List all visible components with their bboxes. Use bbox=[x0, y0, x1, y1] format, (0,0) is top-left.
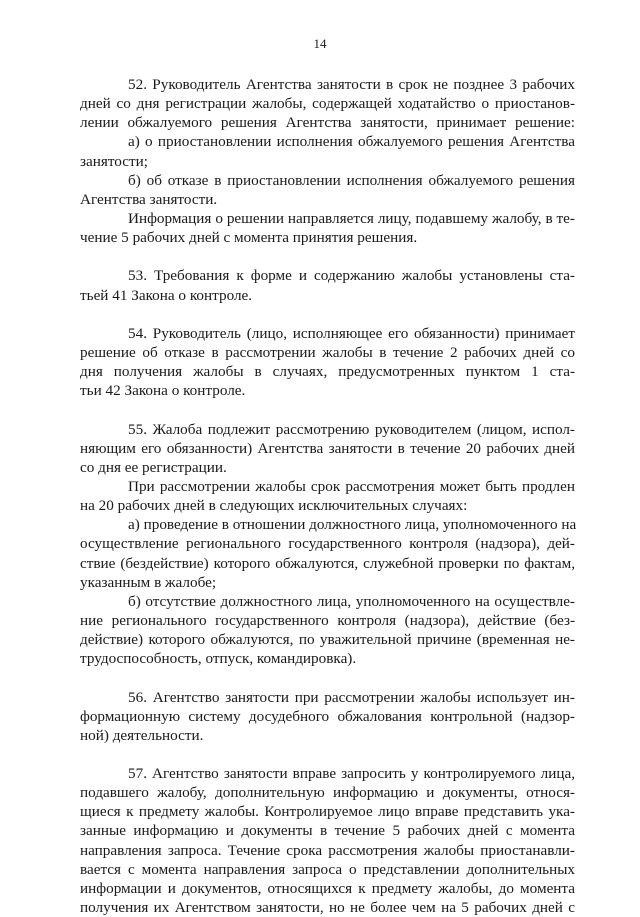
text-line: ной) деятельности. bbox=[80, 726, 204, 744]
text-line: решение об отказе в рассмотрении жалобы в течение 2 рабочих дней со bbox=[80, 343, 575, 361]
paragraph-gap bbox=[80, 400, 575, 419]
text-line: направления запроса. Течение срока рассмотрения жалобы приостанавли- bbox=[80, 841, 575, 859]
text-line: Информация о решении направляется лицу, подавшему жалобу, в те- bbox=[128, 209, 575, 227]
page-number: 14 bbox=[313, 36, 327, 51]
text-line: ние регионального государственного контроля (надзора), действие (без- bbox=[80, 611, 575, 629]
text-line: При рассмотрении жалобы срок рассмотрения может быть продлен bbox=[128, 477, 575, 495]
text-line: получения их Агентством занятости, но не более чем на 5 рабочих дней с bbox=[80, 899, 575, 917]
text-line: а) о приостановлении исполнения обжалуемого решения Агентства bbox=[128, 133, 575, 151]
text-line: трудоспособность, отпуск, командировка). bbox=[80, 650, 357, 668]
text-line: ствие (бездействие) которого обжалуются, служебной проверки по фактам, bbox=[80, 554, 575, 572]
text-line: а) проведение в отношении должностного лица, уполномоченного на bbox=[128, 516, 577, 534]
text-line: осуществление регионального государственного контроля (надзора), дей- bbox=[80, 535, 575, 553]
text-line: тьи 42 Закона о контроле. bbox=[80, 382, 246, 400]
text-line: 56. Агентство занятости при рассмотрении жалобы использует ин- bbox=[128, 688, 575, 706]
paragraph-57 bbox=[80, 764, 575, 917]
text-line: 52. Руководитель Агентства занятости в срок не позднее 3 рабочих bbox=[128, 76, 575, 93]
paragraph-gap bbox=[80, 668, 575, 687]
text-line: 53. Требования к форме и содержанию жалобы установлены ста- bbox=[128, 267, 575, 285]
text-line: няющим его обязанности) Агентства занятости в течение 20 рабочих дней bbox=[80, 439, 575, 457]
paragraph-gap bbox=[80, 247, 575, 266]
text-line: занные информацию и документы в течение 5 рабочих дней с момента bbox=[80, 822, 575, 840]
text-line: указанным в жалобе; bbox=[80, 573, 217, 591]
text-line: дней со дня регистрации жалобы, содержащей ходатайство о приостанов- bbox=[80, 95, 575, 113]
text-line: чение 5 рабочих дней с момента принятия решения. bbox=[80, 229, 418, 247]
text-line: щиеся к предмету жалобы. Контролируемое лицо вправе представить ука- bbox=[80, 803, 575, 821]
text-line: 54. Руководитель (лицо, исполняющее его обязанности) принимает bbox=[128, 324, 575, 342]
text-line: формационную систему досудебного обжалования контрольной (надзор- bbox=[80, 707, 575, 725]
text-line: лении обжалуемого решения Агентства занятости, принимает решение: bbox=[80, 114, 575, 132]
text-line: занятости; bbox=[80, 152, 148, 170]
paragraph-52 bbox=[80, 75, 575, 247]
text-line: дня получения жалобы в случаях, предусмотренных пунктом 1 ста- bbox=[80, 363, 575, 381]
text-line: Агентства занятости. bbox=[80, 190, 218, 208]
paragraph-55 bbox=[80, 420, 575, 669]
text-line: б) об отказе в приостановлении исполнения обжалуемого решения bbox=[128, 171, 575, 189]
text-line: действие) которого обжалуются, по уважительной причине (временная не- bbox=[80, 631, 575, 649]
text-line: вается с момента направления запроса о представлении дополнительных bbox=[80, 860, 575, 878]
document-body bbox=[80, 75, 575, 917]
text-line: на 20 рабочих дней в следующих исключительных случаях: bbox=[80, 497, 468, 515]
text-line: со дня ее регистрации. bbox=[80, 458, 227, 476]
text-line: тьей 41 Закона о контроле. bbox=[80, 286, 253, 304]
text-line: информации и документов, относящихся к предмету жалобы, до момента bbox=[80, 879, 575, 897]
paragraph-56 bbox=[80, 688, 575, 745]
paragraph-54 bbox=[80, 324, 575, 401]
text-line: 57. Агентство занятости вправе запросить у контролируемого лица, bbox=[128, 765, 575, 783]
text-line: 55. Жалоба подлежит рассмотрению руководителем (лицом, испол- bbox=[128, 420, 575, 438]
paragraph-53 bbox=[80, 266, 575, 304]
text-line: б) отсутствие должностного лица, уполномоченного на осуществле- bbox=[128, 592, 575, 610]
text-line: подавшего жалобу, дополнительную информацию и документы, относя- bbox=[80, 784, 575, 802]
paragraph-gap bbox=[80, 745, 575, 764]
paragraph-gap bbox=[80, 305, 575, 324]
